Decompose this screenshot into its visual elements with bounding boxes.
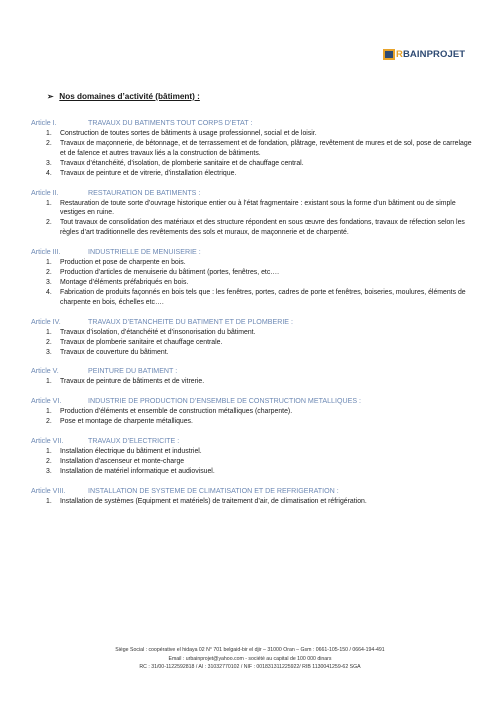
list-item bbox=[31, 328, 475, 338]
list-item bbox=[31, 199, 475, 219]
article-heading bbox=[31, 118, 475, 128]
article-heading bbox=[31, 366, 475, 376]
item-text: Construction de toutes sortes de bâtiments à usage professionnel, social et de loisir. bbox=[60, 130, 317, 137]
article-section bbox=[31, 396, 475, 427]
item-text: Travaux de peinture et de vitrerie, d’installation électrique. bbox=[60, 169, 237, 177]
company-logo bbox=[383, 49, 465, 60]
footer-line: Siège Social : coopérative el hidaya 02 N° 701 belgaid-bir el djir – 31000 Oran – Gsm : 0661-105-150 / 0664-194-491 bbox=[115, 647, 385, 653]
item-number: 2. bbox=[46, 458, 52, 466]
article-title: RESTAURATION DE BATIMENTS : bbox=[88, 188, 201, 197]
item-text: Installation d’ascenseur et monte-charge bbox=[60, 458, 185, 466]
article-heading bbox=[31, 188, 475, 198]
item-text: Production d’articles de menuiserie du bâtiment (portes, fenêtres, etc…. bbox=[60, 269, 280, 277]
article-items bbox=[31, 199, 475, 239]
item-number: 1. bbox=[46, 328, 52, 336]
article-section bbox=[31, 486, 475, 507]
article-heading bbox=[31, 486, 475, 496]
article-title: TRAVAUX D’ELECTRICITE : bbox=[88, 437, 180, 446]
article-items bbox=[31, 497, 475, 507]
list-item bbox=[31, 348, 475, 358]
list-item bbox=[31, 407, 475, 417]
article-number: Article VII. bbox=[31, 437, 64, 446]
item-text: Travaux de maçonnerie, de bétonnage, et de terrassement et de fondation, plâtrage, revêtement de mures et de sol, pose de carrelage et de faïence et autres travaux liés a la construction de bâtiments. bbox=[60, 139, 472, 157]
article-title: TRAVAUX D’ETANCHEITE DU BATIMENT ET DE PLOMBERIE : bbox=[88, 317, 293, 326]
article-heading bbox=[31, 317, 475, 327]
list-item bbox=[31, 377, 475, 387]
item-text: Travaux de couverture du bâtiment. bbox=[60, 348, 169, 356]
article-items bbox=[31, 129, 475, 179]
list-item bbox=[31, 129, 475, 139]
footer-line: Email : urbainprojet@yahoo.com - société au capital de 100 000 dinars bbox=[168, 655, 332, 662]
list-item bbox=[31, 288, 475, 308]
item-number: 2. bbox=[46, 139, 52, 147]
item-number: 1. bbox=[46, 408, 52, 416]
list-item bbox=[31, 338, 475, 348]
article-title: PEINTURE DU BATIMENT : bbox=[88, 367, 178, 376]
article-number: Article I. bbox=[31, 119, 57, 127]
list-item bbox=[31, 169, 475, 179]
article-heading bbox=[31, 436, 475, 446]
article-items bbox=[31, 328, 475, 358]
item-number: 1. bbox=[46, 448, 52, 456]
item-number: 3. bbox=[46, 348, 52, 356]
article-section bbox=[31, 436, 475, 477]
item-text: Montage d’éléments préfabriqués en bois. bbox=[60, 278, 189, 286]
article-title: TRAVAUX DU BATIMENTS TOUT CORPS D’ETAT : bbox=[88, 119, 253, 127]
article-number: Article VI. bbox=[31, 397, 62, 406]
article-heading bbox=[31, 396, 475, 406]
item-number: 2. bbox=[46, 269, 52, 277]
article-number: Article VIII. bbox=[31, 486, 66, 495]
item-text: Travaux de plomberie sanitaire et chauffage centrale. bbox=[60, 338, 223, 346]
list-item bbox=[31, 159, 475, 169]
article-section bbox=[31, 118, 475, 179]
list-item bbox=[31, 447, 475, 457]
article-items bbox=[31, 447, 475, 477]
item-text: Travaux d’isolation, d’étanchéité et d’insonorisation du bâtiment. bbox=[60, 328, 256, 336]
section-heading bbox=[47, 91, 200, 101]
item-text: Installation de systèmes (Equipment et matériels) de traitement d’air, de climatisation et réfrigération. bbox=[60, 497, 367, 505]
article-heading bbox=[31, 247, 475, 257]
arrow-bullet-icon: ➢ bbox=[47, 92, 54, 101]
item-number: 1. bbox=[46, 497, 52, 505]
article-section bbox=[31, 188, 475, 239]
item-number: 3. bbox=[46, 467, 52, 475]
item-text: Installation de matériel informatique et audiovisuel. bbox=[60, 467, 215, 475]
article-section bbox=[31, 317, 475, 358]
item-number: 1. bbox=[46, 378, 52, 386]
list-item bbox=[31, 268, 475, 278]
section-title: Nos domaines d’activité (bâtiment) : bbox=[59, 92, 200, 101]
list-item bbox=[31, 497, 475, 507]
item-number: 1. bbox=[46, 199, 52, 207]
item-number: 1. bbox=[46, 259, 52, 267]
list-item bbox=[31, 139, 475, 159]
article-title: INDUSTRIE DE PRODUCTION D’ENSEMBLE DE CONSTRUCTION METALLIQUES : bbox=[88, 397, 362, 406]
logo-emblem-icon bbox=[383, 49, 395, 60]
list-item bbox=[31, 417, 475, 427]
article-items bbox=[31, 377, 475, 387]
item-text: Travaux de peinture de bâtiments et de vitrerie. bbox=[60, 378, 205, 386]
list-item bbox=[31, 467, 475, 477]
article-items bbox=[31, 258, 475, 308]
list-item bbox=[31, 457, 475, 467]
item-number: 2. bbox=[46, 338, 52, 346]
item-text: Production d’éléments et ensemble de construction métalliques (charpente). bbox=[60, 408, 293, 416]
item-number: 4. bbox=[46, 169, 52, 177]
page-footer bbox=[0, 646, 500, 672]
item-text: Travaux d’étanchéité, d’isolation, de plomberie sanitaire et de chauffage central. bbox=[60, 159, 304, 167]
item-text: Fabrication de produits façonnés en bois tels que : les fenêtres, portes, cadres de porte et fenêtres, boiseries, moulures, éléments de charpente en bois, échelles etc…. bbox=[60, 288, 466, 306]
item-number: 3. bbox=[46, 278, 52, 286]
article-number: Article II. bbox=[31, 188, 59, 197]
item-text: Installation électrique du bâtiment et industriel. bbox=[60, 448, 202, 456]
item-number: 3. bbox=[46, 159, 52, 167]
item-text: Tout travaux de consolidation des matériaux et des structure répondent en sous œuvre des fondations, travaux de réfection selon les règles d’art traditionnelle des revêtements des sols et muraux, de maçonnerie et de charpenté. bbox=[60, 219, 465, 237]
article-items bbox=[31, 407, 475, 427]
article-title: INDUSTRIELLE DE MENUISERIE : bbox=[88, 248, 201, 257]
item-number: 2. bbox=[46, 219, 52, 227]
list-item bbox=[31, 258, 475, 268]
logo-text: RBAINPROJET bbox=[396, 49, 466, 60]
item-number: 4. bbox=[46, 288, 52, 296]
articles-list bbox=[31, 118, 475, 516]
item-text: Restauration de toute sorte d’ouvrage historique entier ou à l’état fragmentaire : existant sous la forme d’un bâtiment ou de simple vestiges en ruine. bbox=[60, 199, 456, 217]
article-title: INSTALLATION DE SYSTEME DE CLIMATISATION ET DE REFRIGERATION : bbox=[88, 486, 339, 495]
item-text: Production et pose de charpente en bois. bbox=[60, 259, 186, 267]
article-number: Article V. bbox=[31, 367, 59, 376]
item-text: Pose et montage de charpente métalliques. bbox=[60, 418, 193, 426]
article-number: Article III. bbox=[31, 248, 61, 257]
list-item bbox=[31, 218, 475, 238]
article-number: Article IV. bbox=[31, 317, 61, 326]
article-section bbox=[31, 366, 475, 387]
item-number: 2. bbox=[46, 418, 52, 426]
list-item bbox=[31, 278, 475, 288]
footer-line: RC : 31/00-1122592818 / AI : 31032770102 / NIF : 001831311225922/ RIB 1130041259-62 SGA bbox=[139, 664, 361, 671]
article-section bbox=[31, 247, 475, 308]
item-number: 1. bbox=[46, 130, 52, 137]
